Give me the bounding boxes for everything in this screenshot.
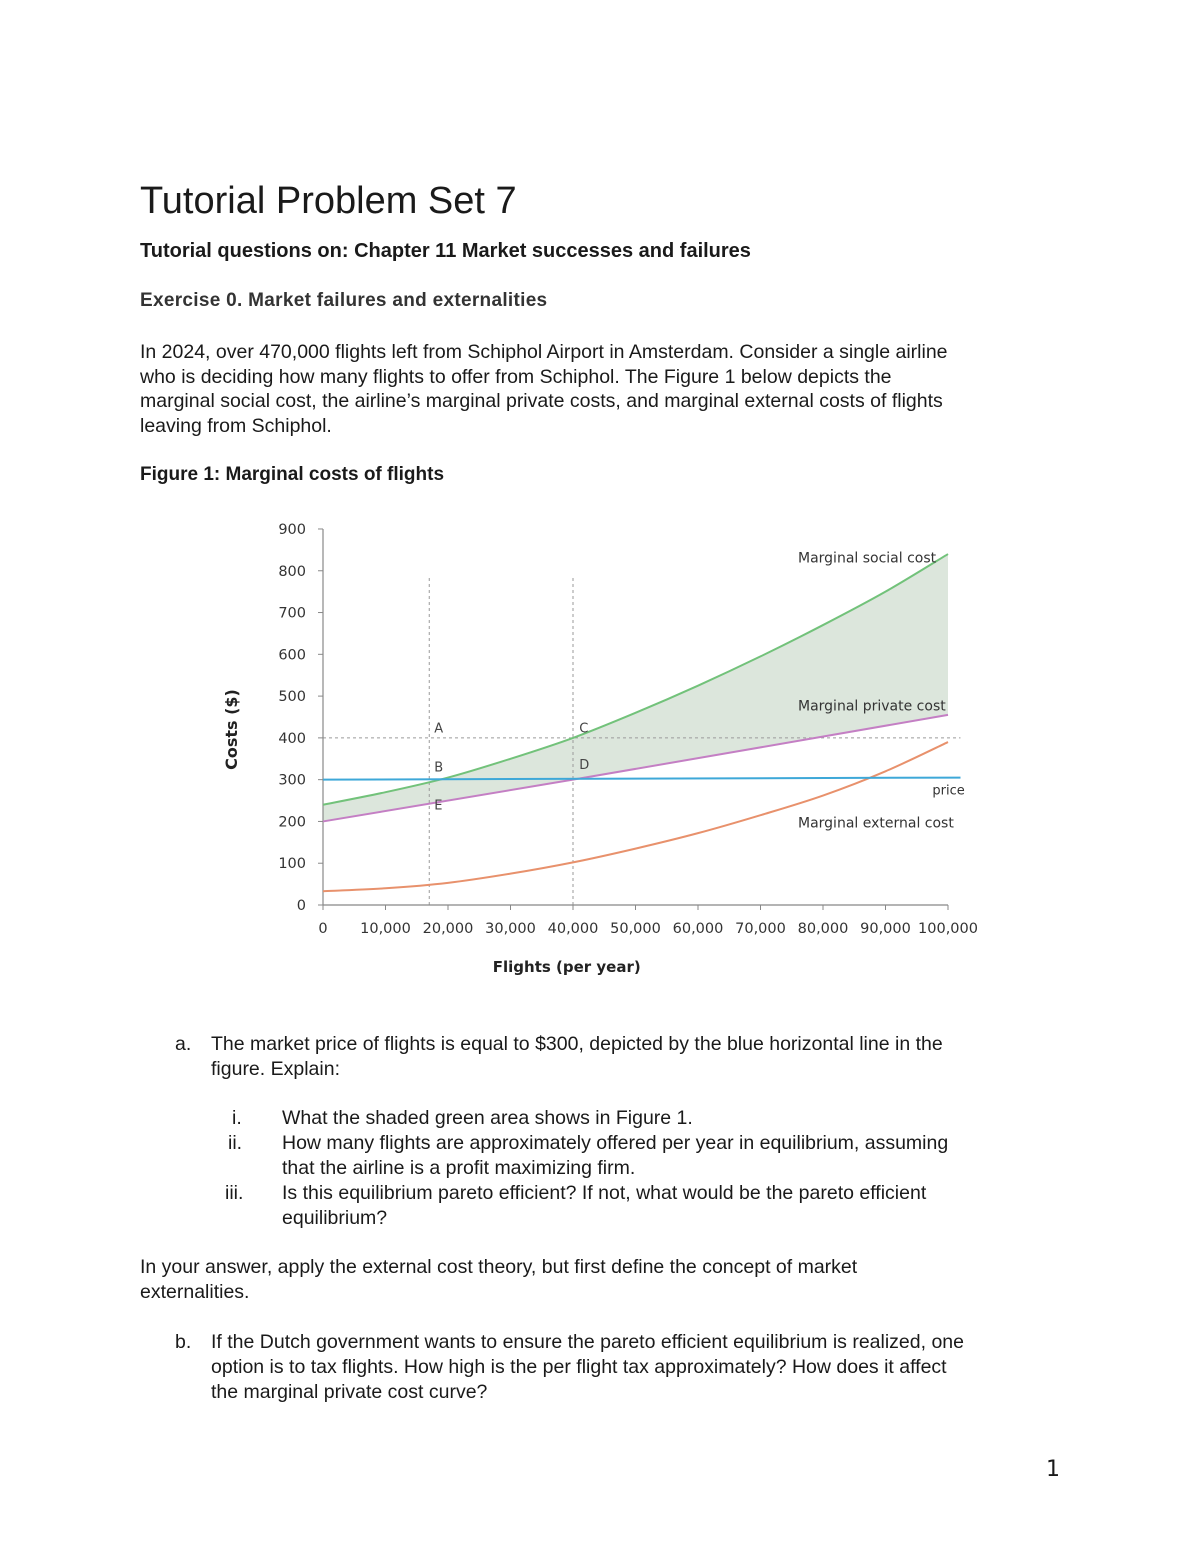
intro-paragraph <box>140 340 1060 438</box>
answer-instruction-line: externalities. <box>140 1280 250 1303</box>
y-tick-label: 0 <box>296 898 306 914</box>
point-label-e: E <box>434 798 443 814</box>
point-label-c: C <box>579 721 589 737</box>
x-tick-label: 30,000 <box>485 921 536 937</box>
subquestion-i-marker: i. <box>232 1107 242 1129</box>
y-tick-label: 300 <box>278 772 306 789</box>
subquestion-iii-marker: iii. <box>225 1182 244 1204</box>
marginal-social-cost-label: Marginal social cost <box>798 550 937 567</box>
x-tick-label: 90,000 <box>860 921 911 937</box>
y-tick-label: 600 <box>278 647 306 664</box>
document-subtitle: Tutorial questions on: Chapter 11 Market successes and failures <box>140 240 751 262</box>
subquestion-ii-line: How many flights are approximately offered per year in equilibrium, assuming <box>282 1132 949 1154</box>
figure-caption: Figure 1: Marginal costs of flights <box>140 464 445 485</box>
intro-line: who is deciding how many flights to offer from Schiphol. The Figure 1 below depicts the <box>140 365 892 388</box>
subquestion-iii-line: equilibrium? <box>282 1207 388 1229</box>
document-title: Tutorial Problem Set 7 <box>140 180 517 222</box>
x-tick-label: 0 <box>318 921 328 937</box>
exercise-heading: Exercise 0. Market failures and externalities <box>140 290 548 311</box>
y-tick-label: 800 <box>278 563 306 580</box>
x-tick-label: 20,000 <box>422 921 474 937</box>
y-tick-label: 900 <box>278 521 306 538</box>
intro-line: marginal social cost, the airline’s marginal private costs, and marginal external costs of flights <box>140 390 943 412</box>
x-tick-label: 80,000 <box>797 921 849 937</box>
question-b-line: the marginal private cost curve? <box>211 1381 488 1403</box>
y-axis-label: Costs ($) <box>222 689 241 770</box>
point-label-b: B <box>434 760 444 776</box>
marginal-cost-chart <box>200 508 1000 988</box>
question-a-line: figure. Explain: <box>211 1058 340 1080</box>
x-tick-label: 60,000 <box>672 921 724 937</box>
x-tick-label: 40,000 <box>547 921 599 937</box>
x-tick-label: 70,000 <box>735 921 786 937</box>
x-tick-label: 10,000 <box>360 921 411 937</box>
subquestion-ii-line: that the airline is a profit maximizing firm. <box>282 1157 636 1179</box>
y-tick-label: 500 <box>278 689 306 706</box>
y-tick-label: 700 <box>278 605 306 622</box>
point-label-d: D <box>579 758 590 774</box>
answer-instruction-line: In your answer, apply the external cost theory, but first define the concept of market <box>140 1256 858 1278</box>
y-tick-label: 400 <box>278 730 306 747</box>
x-tick-label: 50,000 <box>610 921 661 937</box>
answer-instruction <box>140 1255 857 1304</box>
intro-line: In 2024, over 470,000 flights left from Schiphol Airport in Amsterdam. Consider a single airline <box>140 341 948 363</box>
subquestion-ii-marker: ii. <box>228 1132 243 1154</box>
subquestion-iii-line: Is this equilibrium pareto efficient? If not, what would be the pareto efficient <box>282 1182 927 1204</box>
question-b-line: If the Dutch government wants to ensure the pareto efficient equilibrium is realized, one <box>211 1331 964 1353</box>
question-b-marker: b. <box>175 1331 192 1353</box>
shaded-area <box>323 554 948 821</box>
y-tick-label: 200 <box>278 814 306 831</box>
x-tick-label: 100,000 <box>918 921 978 937</box>
subquestion-i-line: What the shaded green area shows in Figure 1. <box>282 1107 693 1129</box>
question-a-line: The market price of flights is equal to $300, depicted by the blue horizontal line in the <box>211 1033 943 1055</box>
intro-line: leaving from Schiphol. <box>140 414 332 437</box>
marginal-external-cost-label: Marginal external cost <box>798 815 954 832</box>
y-tick-label: 100 <box>278 856 306 873</box>
page-number: 1 <box>1046 1457 1060 1482</box>
question-a-marker: a. <box>175 1033 192 1055</box>
point-label-a: A <box>434 721 444 737</box>
price-label: price <box>932 783 965 799</box>
marginal-private-cost-label: Marginal private cost <box>798 698 946 715</box>
x-axis-label: Flights (per year) <box>492 958 641 976</box>
question-b-line: option is to tax flights. How high is the per flight tax approximately? How does it affect <box>211 1356 947 1378</box>
